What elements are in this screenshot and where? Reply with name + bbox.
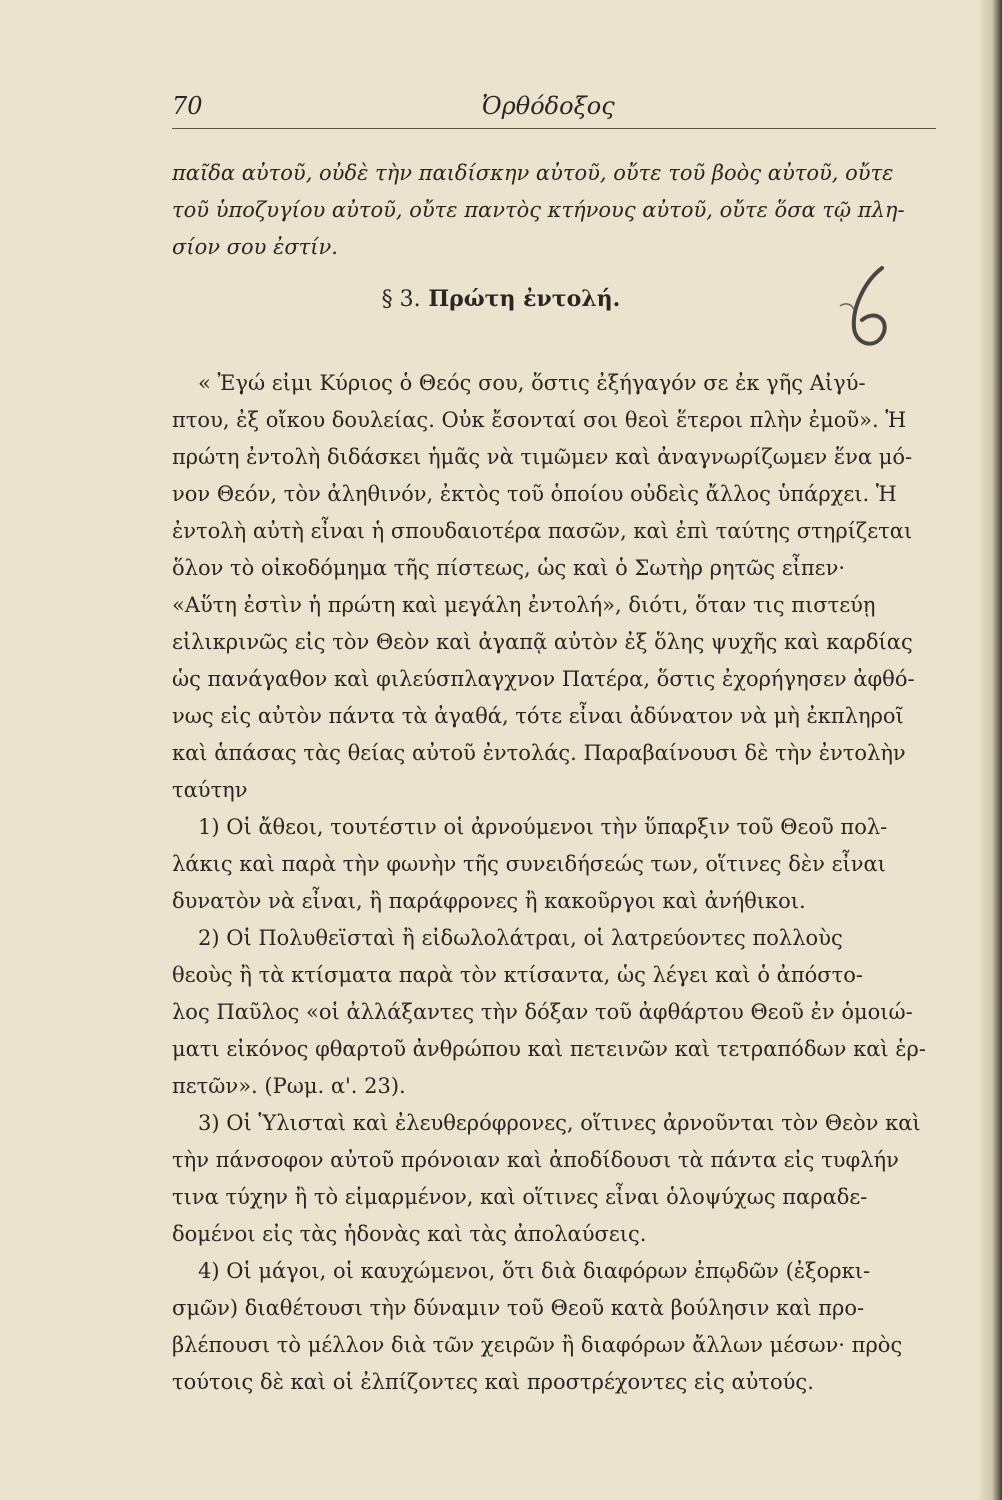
list-item-3: 3) Οἱ Ὑλισταὶ καὶ ἐλευθερόφρονες, οἵτινες ἀρνοῦνται τὸν Θεὸν καὶ [198,1111,921,1135]
page-edge-shadow [980,0,1002,1500]
text-line: πετῶν». (Ρωμ. α'. 23). [172,1074,406,1098]
list-item-4: 4) Οἱ μάγοι, οἱ καυχώμενοι, ὅτι διὰ διαφόρων ἐπῳδῶν (ἐξορκι- [198,1259,871,1283]
text-line: παῖδα αὐτοῦ, οὐδὲ τὴν παιδίσκην αὐτοῦ, οὔτε τοῦ βοὸς αὐτοῦ, οὔτε [172,161,894,185]
text-line: τοῦ ὑποζυγίου αὐτοῦ, οὔτε παντὸς κτήνους αὐτοῦ, οὔτε ὅσα τῷ πλη- [172,198,905,222]
text-line: νον Θεόν, τὸν ἀληθινόν, ἐκτὸς τοῦ ὁποίου οὐδεὶς ἄλλος ὑπάρχει. Ἡ [172,482,897,506]
text-line: ὅλον τὸ οἰκοδόμημα τῆς πίστεως, ὡς καὶ ὁ Σωτὴρ ρητῶς εἶπεν· [172,556,846,580]
text-line: ταύτην [172,778,248,802]
page-number: 70 [172,92,203,120]
text-line: τούτοις δὲ καὶ οἱ ἐλπίζοντες καὶ προστρέχοντες εἰς αὐτούς. [172,1370,814,1394]
text-line: « Ἐγώ εἰμι Κύριος ὁ Θεός σου, ὅστις ἐξήγαγόν σε ἐκ γῆς Αἰγύ- [198,371,866,395]
running-header [172,88,936,129]
text-line: τινα τύχην ἢ τὸ εἱμαρμένον, καὶ οἵτινες εἶναι ὁλοψύχως παραδε- [172,1185,868,1209]
text-line: ἐντολὴ αὐτὴ εἶναι ἡ σπουδαιοτέρα πασῶν, καὶ ἐπὶ ταύτης στηρίζεται [172,519,913,543]
text-line: λάκις καὶ παρὰ τὴν φωνὴν τῆς συνειδήσεώς των, οἵτινες δὲν εἶναι [172,852,886,876]
text-line: σίον σου ἐστίν. [172,235,338,259]
text-line: δομένοι εἰς τὰς ἡδονὰς καὶ τὰς ἀπολαύσεις. [172,1222,647,1246]
text-line: λος Παῦλος «οἱ ἀλλάξαντες τὴν δόξαν τοῦ ἀφθάρτου Θεοῦ ἐν ὁμοιώ- [172,1000,913,1024]
text-line: δυνατὸν νὰ εἶναι, ἢ παράφρονες ἢ κακοῦργοι καὶ ἀνήθικοι. [172,889,806,913]
text-line: πρώτη ἐντολὴ διδάσκει ἡμᾶς νὰ τιμῶμεν καὶ ἀναγνωρίζωμεν ἕνα μό- [172,445,913,469]
text-line: «Αὕτη ἐστὶν ἡ πρώτη καὶ μεγάλη ἐντολή», διότι, ὅταν τις πιστεύῃ [172,593,876,617]
text-line: εἰλικρινῶς εἰς τὸν Θεὸν καὶ ἀγαπᾷ αὐτὸν ἐξ ὅλης ψυχῆς καὶ καρδίας [172,630,913,654]
text-line: βλέπουσι τὸ μέλλον διὰ τῶν χειρῶν ἢ διαφόρων ἄλλων μέσων· πρὸς [172,1333,903,1357]
text-line: νως εἰς αὐτὸν πάντα τὰ ἀγαθά, τότε εἶναι ἀδύνατον νὰ μὴ ἐκπληροῖ [172,704,904,728]
section-mark: § 3. [381,287,421,312]
handwritten-number-6 [838,262,898,358]
list-item-1: 1) Οἱ ἄθεοι, τουτέστιν οἱ ἀρνούμενοι τὴν ὕπαρξιν τοῦ Θεοῦ πολ- [198,815,888,839]
text-line: καὶ ἁπάσας τὰς θείας αὐτοῦ ἐντολάς. Παραβαίνουσι δὲ τὴν ἐντολὴν [172,741,906,765]
running-title: Ὀρθόδοξος [482,92,615,120]
text-line: σμῶν) διαθέτουσι τὴν δύναμιν τοῦ Θεοῦ κατὰ βούλησιν καὶ προ- [172,1296,865,1320]
text-line: ὡς πανάγαθον καὶ φιλεύσπλαγχνον Πατέρα, ὅστις ἐχορήγησεν ἀφθό- [172,667,915,691]
section-title: Πρώτη ἐντολή. [428,286,621,312]
text-line: πτου, ἐξ οἴκου δουλείας. Οὐκ ἔσονταί σοι θεοὶ ἕτεροι πλὴν ἐμοῦ». Ἡ [172,408,907,432]
list-item-2: 2) Οἱ Πολυθεϊσταὶ ἢ εἰδωλολάτραι, οἱ λατρεύοντες πολλοὺς [198,926,843,950]
text-line: θεοὺς ἢ τὰ κτίσματα παρὰ τὸν κτίσαντα, ὡς λέγει καὶ ὁ ἀπόστο- [172,963,863,987]
text-line: ματι εἰκόνος φθαρτοῦ ἀνθρώπου καὶ πετεινῶν καὶ τετραπόδων καὶ ἑρ- [172,1037,927,1061]
text-line: τὴν πάνσοφον αὐτοῦ πρόνοιαν καὶ ἀποδίδουσι τὰ πάντα εἰς τυφλήν [172,1148,899,1172]
main-body [172,365,936,1401]
intro-paragraph [172,155,936,266]
